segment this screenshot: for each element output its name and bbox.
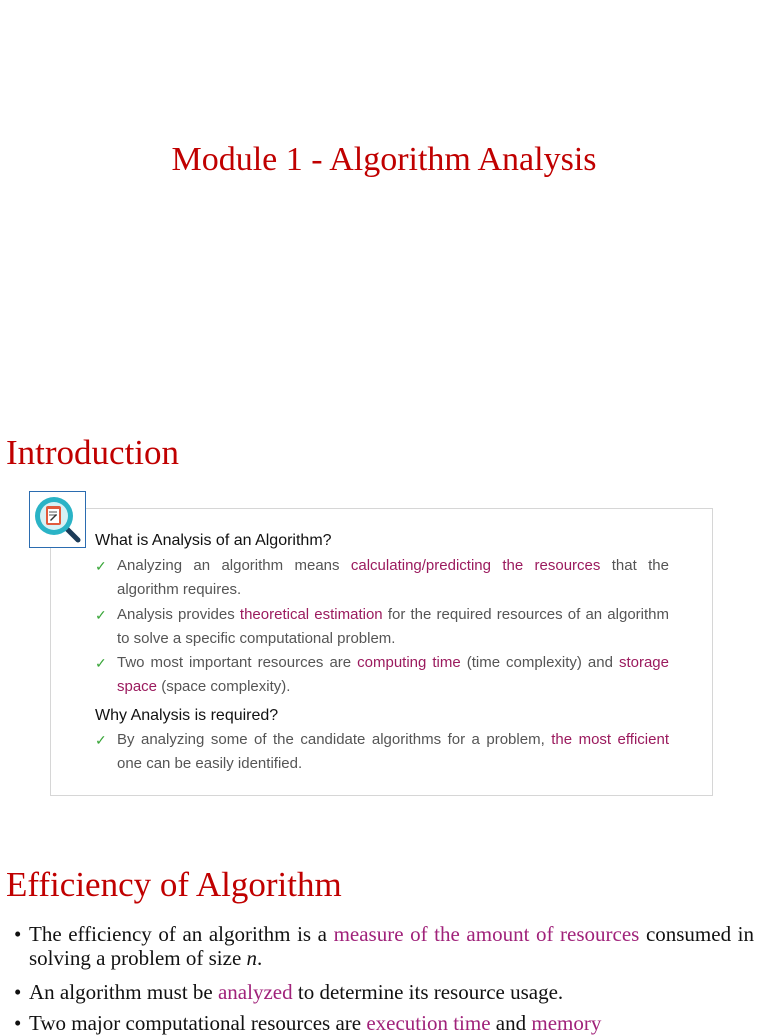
list-item: ✓ Two most important resources are computing time (time complexity) and storage space (space complexity). — [95, 651, 669, 699]
question-what-is-analysis: What is Analysis of an Algorithm? — [95, 532, 332, 549]
checkmark-icon: ✓ — [95, 607, 107, 623]
list-item: ✓ By analyzing some of the candidate algorithms for a problem, the most efficient one can be easily identified. — [95, 728, 669, 776]
question-why-analysis: Why Analysis is required? — [95, 707, 279, 724]
checkmark-icon: ✓ — [95, 655, 107, 671]
list-item: ✓ Analyzing an algorithm means calculating/predicting the resources that the algorithm requires. — [95, 554, 669, 602]
section-heading-efficiency: Efficiency of Algorithm — [6, 865, 342, 904]
slide-title: Module 1 - Algorithm Analysis — [171, 141, 597, 178]
section-heading-introduction: Introduction — [6, 433, 180, 472]
list-item: • An algorithm must be analyzed to determine its resource usage. — [14, 980, 564, 1004]
checkmark-icon: ✓ — [95, 558, 107, 574]
list-item: • The efficiency of an algorithm is a measure of the amount of resources consumed in solving a problem of size n. — [14, 922, 755, 970]
list-item: • Two major computational resources are execution time and memory — [14, 1011, 602, 1035]
magnifier-document-icon — [29, 491, 86, 548]
list-item: ✓ Analysis provides theoretical estimation for the required resources of an algorithm to solve a specific computational problem. — [95, 603, 669, 651]
checkmark-icon: ✓ — [95, 732, 107, 748]
